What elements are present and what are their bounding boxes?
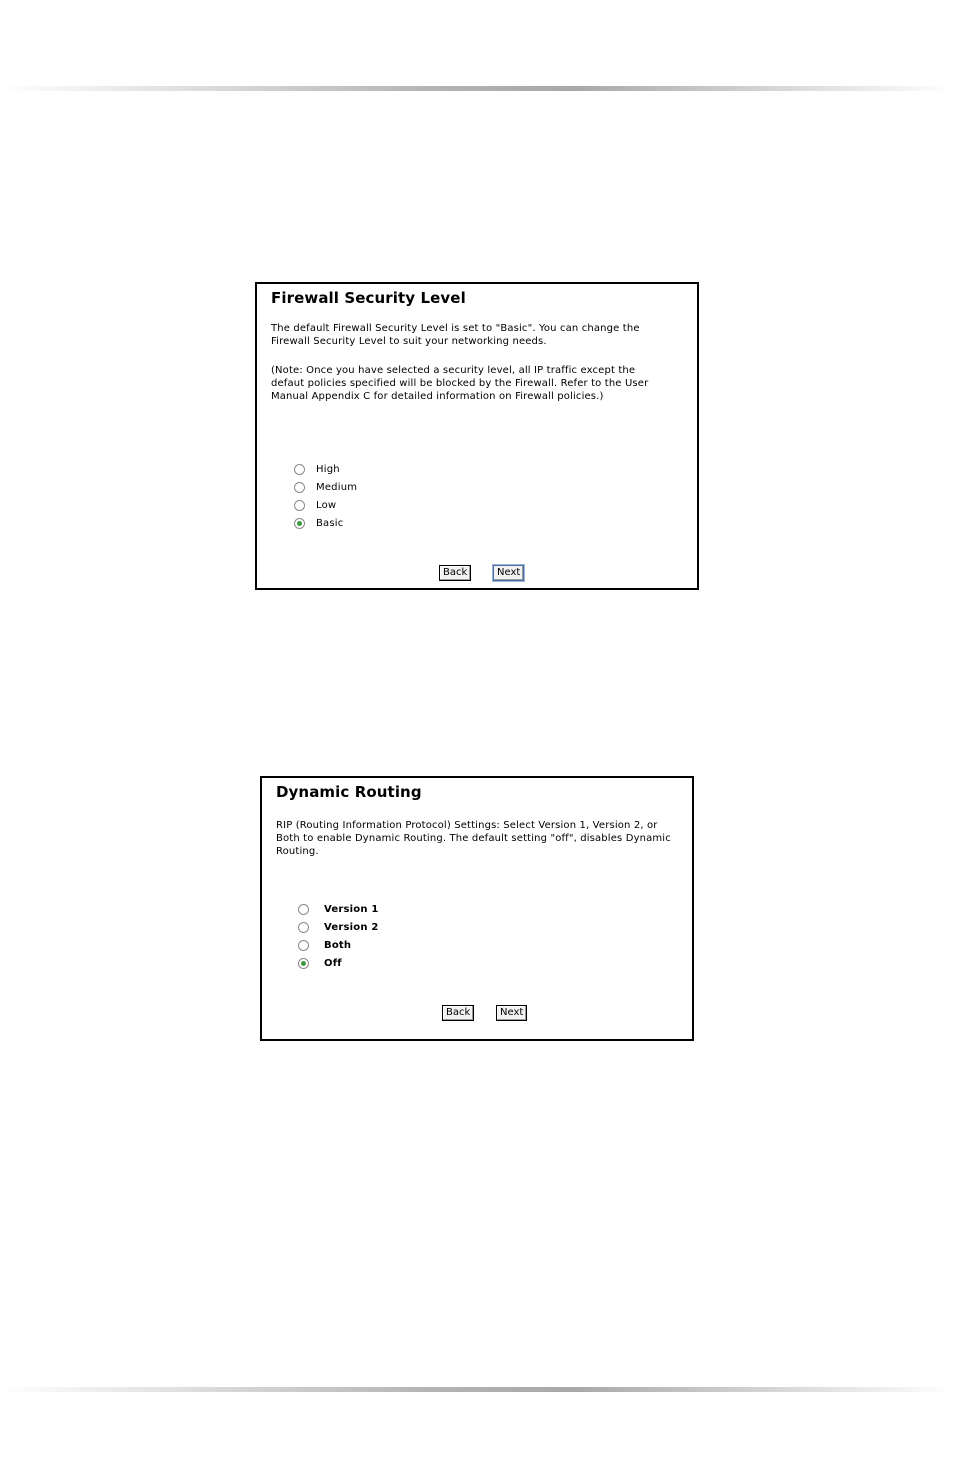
routing-option-version-2[interactable] [298, 919, 379, 935]
radio-label-basic: Basic [316, 517, 344, 529]
routing-option-off[interactable] [298, 955, 342, 971]
firewall-option-high[interactable] [294, 461, 340, 477]
radio-label-version-2: Version 2 [324, 921, 379, 933]
radio-version-1[interactable] [298, 904, 309, 915]
firewall-option-low[interactable] [294, 497, 336, 513]
dynamic-routing-description: RIP (Routing Information Protocol) Settings: Select Version 1, Version 2, or Both to enable Dynamic Routing. The default setting "off", disables Dynamic Routing. [276, 820, 671, 857]
routing-option-both[interactable] [298, 937, 351, 953]
bottom-divider [0, 1387, 954, 1392]
radio-both[interactable] [298, 940, 309, 951]
radio-label-version-1: Version 1 [324, 903, 379, 915]
dynamic-routing-panel [260, 776, 694, 1041]
radio-label-medium: Medium [316, 481, 358, 493]
routing-option-version-1[interactable] [298, 901, 379, 917]
firewall-security-level-panel [255, 282, 699, 590]
radio-label-both: Both [324, 939, 352, 951]
firewall-description: The default Firewall Security Level is set to "Basic". You can change the Firewall Security Level to suit your networking needs. [271, 323, 640, 347]
dynamic-routing-panel-title: Dynamic Routing [276, 783, 422, 801]
radio-label-low: Low [316, 499, 337, 511]
radio-high[interactable] [294, 464, 305, 475]
radio-low[interactable] [294, 500, 305, 511]
routing-next-button[interactable]: Next [496, 1005, 527, 1021]
radio-basic[interactable] [294, 518, 305, 529]
routing-back-button[interactable]: Back [442, 1005, 474, 1021]
radio-medium[interactable] [294, 482, 305, 493]
firewall-option-medium[interactable] [294, 479, 357, 495]
firewall-back-button[interactable]: Back [439, 565, 471, 581]
firewall-panel-title: Firewall Security Level [271, 289, 466, 307]
top-divider [0, 86, 954, 91]
firewall-note: (Note: Once you have selected a security level, all IP traffic except the defaut policies specified will be blocked by the Firewall. Refer to the User Manual Appendix C for detailed information on Firewall policies.) [271, 365, 649, 402]
radio-version-2[interactable] [298, 922, 309, 933]
radio-label-high: High [316, 463, 340, 475]
radio-label-off: Off [324, 957, 342, 969]
firewall-next-button[interactable]: Next [493, 565, 524, 581]
firewall-option-basic[interactable] [294, 515, 343, 531]
radio-off[interactable] [298, 958, 309, 969]
